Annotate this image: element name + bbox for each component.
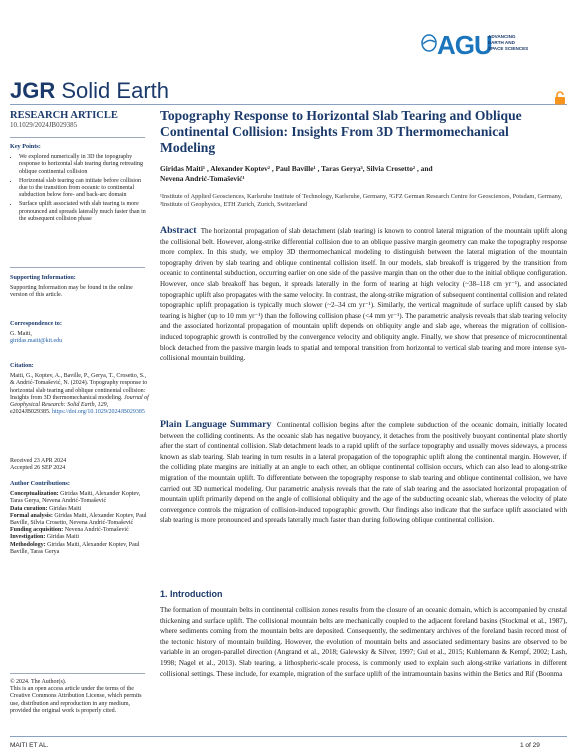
agu-logo: AGU <box>437 30 492 60</box>
affiliations: ¹Institute of Applied Geosciences, Karlsruhe Institute of Technology, Karlsruhe, Germany, ²GFZ German Research Centre for Geosciences, Potsdam, Germany, ³Institute of Geophysics, ETH Zurich, Zurich, Switzerland <box>160 193 563 209</box>
author-list: Giridas Maiti¹ , Alexander Koptev² , Paul Baville¹ , Taras Gerya³, Silvia Crosetto² , and Nevena Andrić-Tomašević¹ <box>160 164 433 183</box>
contribution-item: Methodology: Giridas Maiti, Alexander Koptev, Paul Baville, Taras Gerya <box>10 541 140 555</box>
divider <box>10 137 145 138</box>
abstract <box>160 226 567 364</box>
correspondence-email[interactable]: giridas.maiti@kit.edu <box>10 338 63 345</box>
citation-doi-link[interactable]: https://doi.org/10.1029/2024JB029385 <box>52 409 145 416</box>
contribution-item: Funding acquisition: Nevena Andrić-Tomašević <box>10 527 129 534</box>
contribution-item: Data curation: Giridas Maiti <box>10 505 82 512</box>
abstract-label: Abstract <box>160 225 197 236</box>
divider <box>10 673 145 674</box>
pls-text: Continental collision begins after the complete subduction of the oceanic domain, initially located between the colliding continents. As the oceanic slab has negative buoyancy, it detaches from the positively buoyant continental plate shortly after the start of continental collision. Slab detachment leads to a rapid uplift of the surface topography and usually moves sideways, a process known as slab tearing. Slab tearing in turn results in a lateral propagation of the topographic uplift along the continental margin. However, if the colliding plate margins are initially at an angle to each other, an oblique continental collision occurs, which can also lead to along-strike migration of the mountain uplift. To differentiate between the topography response to slab tearing and oblique continental collision, we have carried out 3D numerical modeling. Our parametric analysis reveals that the rate of slab tearing and the associated horizontal propagation of mountain uplift primarily depend on the angle of collisional obliquity and the age of the subducting oceanic slab, whereas the velocity of plate convergence controls the migration of collision-induced topographic growth. Our findings also indicate that the surface uplift associated with slab tearing is more pronounced and spreads laterally much faster than during following oblique continental collision. <box>160 421 567 525</box>
page-number: 1 of 29 <box>520 742 540 749</box>
key-point: • Horizontal slab tearing can initiate before collision due to the transition from oceanic to continental subduction below fore- and back-arc domain <box>19 178 150 200</box>
key-points-heading: Key Points: <box>10 143 41 150</box>
header-rule <box>10 104 567 105</box>
contribution-item: Conceptualization: Giridas Maiti, Alexander Koptev, Taras Gerya, Nevena Andrić-Tomašević <box>10 491 141 505</box>
contribution-item: Formal analysis: Giridas Maiti, Alexander Koptev, Paul Baville, Silvia Crosetto, Nevena Andrić-Tomašević <box>10 512 147 527</box>
contribution-item: Investigation: Giridas Maiti <box>10 534 80 541</box>
key-points <box>10 143 150 225</box>
supporting-info: Supporting Information: Supporting Information may be found in the online version of this article. <box>10 274 133 299</box>
journal-name: JGR Solid Earth <box>10 78 169 103</box>
section-heading-introduction: 1. Introduction <box>160 589 223 599</box>
dates: Received 23 APR 2024 Accepted 26 SEP 2024 <box>10 458 67 472</box>
author-contributions: Author Contributions: Conceptualization: Giridas Maiti, Alexander Koptev, Taras Gerya, Nevena Andrić-Tomašević Data curation: Giridas Maiti Formal analysis: Giridas Maiti, Alexander Koptev, Paul Baville, Silvia Crosetto, Nevena Andrić-Tomašević Funding acquisition: Nevena Andrić-Tomašević Investigation: Giridas Maiti Methodology: Giridas Maiti, Alexander Koptev, Paul Baville, Taras Gerya <box>10 480 150 556</box>
abstract-text: The horizontal propagation of slab detachment (slab tearing) is known to control lateral migration of the mountain uplift along the collisional belt. However, along-strike differential collision due to an oblique passive margin geometry can make the topography response more complex. In this study, we employ 3D thermomechanical modeling to distinguish between the lateral migration of the mountain topography driven by slab tearing and oblique continental collision itself. In our models, slab breakoff is triggered by the transition from oceanic to continental subduction, occurring earlier on one side of the passive margin than on the other due to the initial oblique configuration. However, once slab breakoff has begun, it spreads laterally in the form of tearing at high velocity (~38–118 cm yr⁻¹), and associated topographic uplift also propagates with the same velocity. In contrast, the along-strike migration of subsequent continental collision and related topographic uplift propagation is typically much slower (~2–34 cm yr⁻¹). Similarly, the vertical magnitude of surface uplift caused by slab tearing is higher (up to 10 mm yr⁻¹) than the following collision phase (<4 mm yr⁻¹). The parametric analysis reveals that slab tearing velocity and the associated horizontal propagation of mountain uplift depends on obliquity angle and slab age, whereas the migration of collision-induced topographic growth is controlled by the convergence velocity and obliquity angle. Finally, we show that presence of microcontinental block detached from the passive margin leads to spatial and temporal transition from horizontal to vertical slab tearing and more intense syn-collisional mountain building. <box>160 227 567 363</box>
key-point: • We explored numerically in 3D the topography response to horizontal slab tearing during retreating oblique continental collision <box>19 154 150 176</box>
open-access-lock-icon <box>554 91 566 105</box>
agu-tagline: ADVANCING EARTH AND SPACE SCIENCES <box>488 34 529 51</box>
divider <box>10 267 145 268</box>
license: © 2024. The Author(s). This is an open access article under the terms of the Creative Commons Attribution License, which permits use, distribution and reproduction in any medium, provided the original work is properly cited. <box>10 679 150 715</box>
pls-label: Plain Language Summary <box>160 419 272 430</box>
article-doi: 10.1029/2024JB029385 <box>10 121 78 129</box>
footer-rule <box>10 736 567 737</box>
key-point: • Surface uplift associated with slab tearing is more pronounced and spreads laterally much faster than in the subsequent collision phase <box>19 201 150 223</box>
article-type: RESEARCH ARTICLE <box>10 110 118 121</box>
introduction-text: The formation of mountain belts in continental collision zones results from the closure of an oceanic domain, which is accompanied by crustal thickening and surface uplift. The collisional mountain belts are mechanically coupled to the adjacent foreland basins (Stockmal et al., 1987), where sediments coming from the mountain belts are deposited. Consequently, the sedimentary archives of the foreland basin record most of the tectonic history of mountain building. However, the evolution of mountain belts and associated sedimentary basins are observed to be variable in an orogen-parallel direction (Angrand et al., 2018; Galewsky & Silver, 1997; Gul et al., 2015; Kuhlemann & Kempf, 2002; Lash, 1998; Nagel et al., 2013). Slab tearing, a lithospheric-scale process, is commonly used to explain such along-strike variations in different collisional settings. These include, for example, migration of the surface uplift of the intramountain basins within the Betics and Rif (Boonma <box>160 606 567 678</box>
citation: Citation: Maiti, G., Koptev, A., Baville, P., Gerya, T., Crosetto, S., & Andrić-Tomašević, N. (2024). Topography response to horizontal slab tearing and oblique continental collision: Insights from 3D thermomechanical modeling. Journal of Geophysical Research: Solid Earth, 129, e2024JB029385. https://doi.org/10.1029/2024JB029385 <box>10 362 149 416</box>
license-text[interactable]: This is an open access article under the terms of the Creative Commons Attribution License, which permits use, distribution and reproduction in any medium, provided the original work is properly cited. <box>10 686 142 714</box>
article-meta <box>10 110 150 129</box>
footer-authors: MAITI ET AL. <box>10 742 49 749</box>
agu-logo-mark <box>421 34 437 52</box>
plain-language-summary <box>160 420 567 526</box>
correspondence: Correspondence to: G. Maiti, giridas.maiti@kit.edu <box>10 320 150 346</box>
article-title: Topography Response to Horizontal Slab Tearing and Oblique Continental Collision: Insights From 3D Thermomechanical Modeling <box>160 108 522 155</box>
